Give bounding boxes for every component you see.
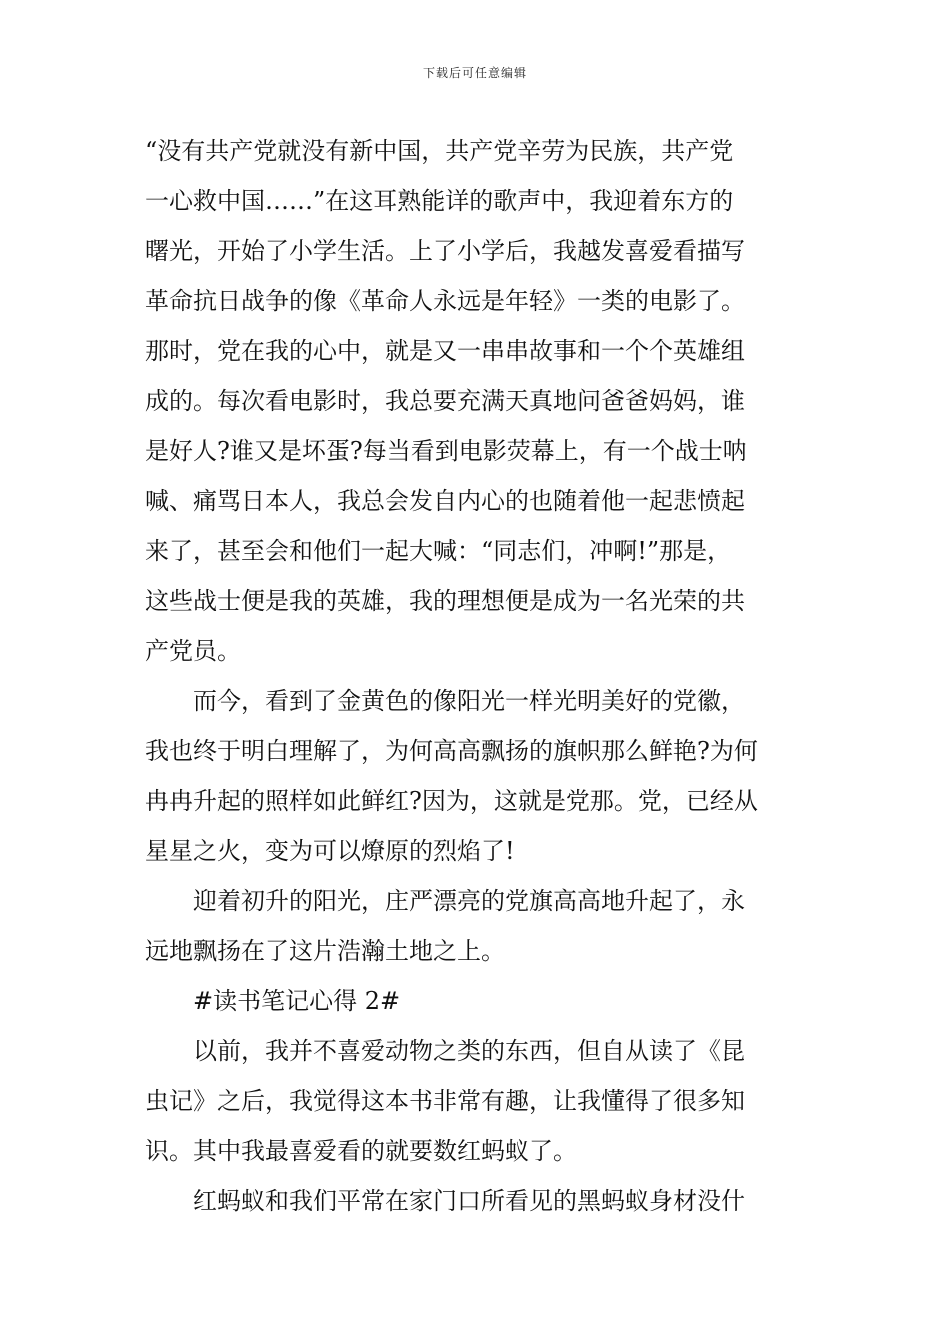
- text-line: 成的。每次看电影时，我总要充满天真地问爸爸妈妈，谁: [145, 387, 745, 415]
- text-line-paragraph-start: 红蚂蚁和我们平常在家门口所看见的黑蚂蚁身材没什: [193, 1187, 745, 1215]
- text-line: 一心救中国……”在这耳熟能详的歌声中，我迎着东方的: [145, 187, 734, 215]
- text-line: 冉冉升起的照样如此鲜红?因为，这就是党那。党，已经从: [145, 787, 758, 815]
- text-line: 远地飘扬在了这片浩瀚土地之上。: [145, 937, 505, 965]
- text-line: 是好人?谁又是坏蛋?每当看到电影荧幕上，有一个战士呐: [145, 437, 747, 465]
- text-line: 来了，甚至会和他们一起大喊：“同志们，冲啊!”那是，: [145, 537, 732, 565]
- text-line: 那时，党在我的心中，就是又一串串故事和一个个英雄组: [145, 337, 745, 365]
- text-line: “没有共产党就没有新中国，共产党辛劳为民族，共产党: [145, 137, 734, 165]
- text-line: 我也终于明白理解了，为何高高飘扬的旗帜那么鲜艳?为何: [145, 737, 758, 765]
- text-line: 识。其中我最喜爱看的就要数红蚂蚁了。: [145, 1137, 577, 1165]
- text-line: 革命抗日战争的像《革命人永远是年轻》一类的电影了。: [145, 287, 745, 315]
- document-body: [145, 126, 807, 1226]
- text-line: 产党员。: [145, 637, 241, 665]
- section-heading: #读书笔记心得 2#: [193, 987, 401, 1015]
- text-line: 喊、痛骂日本人，我总会发自内心的也随着他一起悲愤起: [145, 487, 745, 515]
- text-line: 这些战士便是我的英雄，我的理想便是成为一名光荣的共: [145, 587, 745, 615]
- text-line: 曙光，开始了小学生活。上了小学后，我越发喜爱看描写: [145, 237, 745, 265]
- text-line: 虫记》之后，我觉得这本书非常有趣，让我懂得了很多知: [145, 1087, 745, 1115]
- text-line-paragraph-start: 而今，看到了金黄色的像阳光一样光明美好的党徽，: [193, 687, 745, 715]
- text-line: 星星之火，变为可以燎原的烈焰了!: [145, 837, 515, 865]
- text-line-paragraph-start: 迎着初升的阳光，庄严漂亮的党旗高高地升起了，永: [193, 887, 745, 915]
- text-line-paragraph-start: 以前，我并不喜爱动物之类的东西，但自从读了《昆: [193, 1037, 745, 1065]
- page-header-note: 下载后可任意编辑: [422, 66, 527, 80]
